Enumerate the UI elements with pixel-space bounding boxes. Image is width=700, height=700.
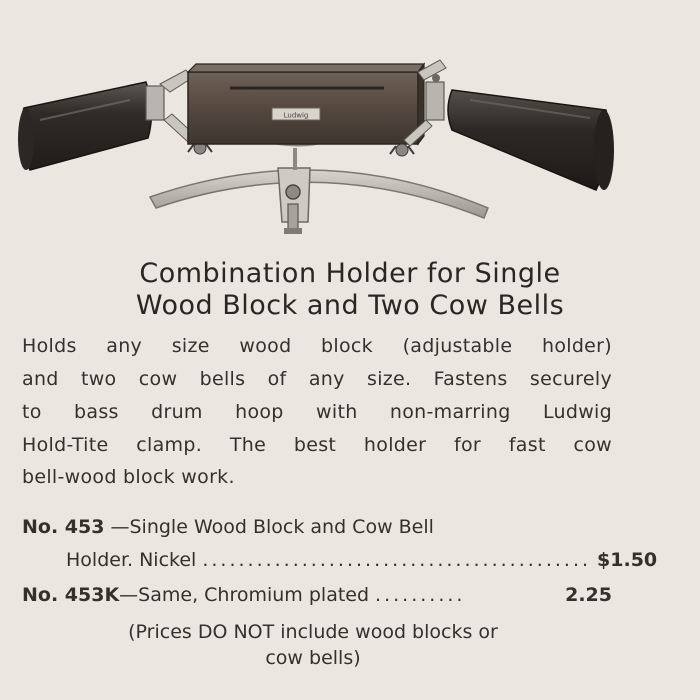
description-line: and two cow bells of any size. Fastens securely — [22, 368, 612, 390]
right-cow-bell — [448, 90, 614, 190]
item-number: No. 453 — [22, 516, 105, 538]
drum-hoop — [150, 170, 488, 218]
product-title-line-2: Wood Block and Two Cow Bells — [135, 290, 565, 321]
dot-leaders: ........................................... — [202, 549, 592, 571]
pricing-note-line-2: cow bells) — [265, 647, 361, 669]
item-description: —Same, Chromium plated — [119, 584, 370, 606]
wood-block — [188, 64, 424, 144]
item-description-cont: Holder. Nickel — [66, 549, 197, 571]
hold-tite-clamp — [278, 168, 310, 234]
item-description: —Single Wood Block and Cow Bell — [104, 516, 434, 538]
product-title-line-1: Combination Holder for Single — [139, 258, 561, 289]
description-line: to bass drum hoop with non-marring Ludwig — [22, 401, 612, 423]
description-line: Hold-Tite clamp. The best holder for fast cow — [22, 434, 612, 456]
dot-leaders: .......... — [375, 584, 466, 606]
block-label: Ludwig — [283, 111, 309, 120]
item-price: $1.50 — [597, 549, 658, 571]
item-price: 2.25 — [565, 584, 612, 606]
holder-illustration — [0, 0, 700, 250]
description-line: Holds any size wood block (adjustable holder) — [22, 335, 612, 357]
left-cow-bell — [18, 82, 152, 170]
item-453-line-1 — [22, 512, 434, 542]
item-number: No. 453K — [22, 584, 120, 606]
item-453-price-line — [66, 545, 658, 575]
item-453k-price-line — [22, 580, 612, 610]
pricing-note-line-1: (Prices DO NOT include wood blocks or — [128, 621, 498, 643]
description-line: bell-wood block work. — [22, 466, 235, 488]
